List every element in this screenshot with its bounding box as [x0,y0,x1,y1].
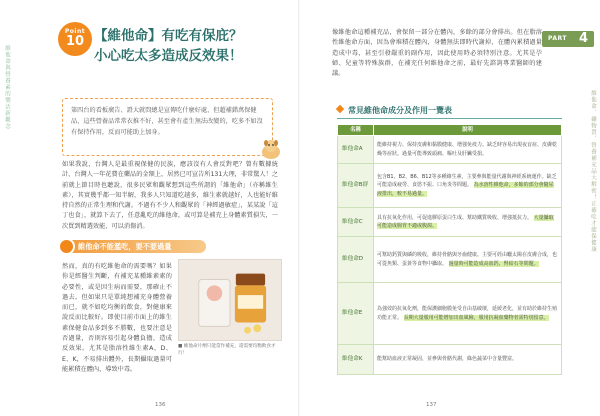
intro-box [62,98,273,156]
vitamin-highlight: 大量攝取可能造成腸胃不適或腹瀉。 [377,214,554,229]
part-tab [542,31,594,47]
right-page [300,0,600,416]
vitamin-table [337,124,562,375]
vitamin-desc [374,237,562,283]
point-label: Point [64,28,86,35]
vitamin-desc-text: 可幫助鈣質與磷的吸收，維持骨骼與牙齒健康。主要可經由曬太陽在皮膚合成，也可從魚類、蛋黃等食物中攝取。 [377,252,558,267]
vitamin-name: 維他命D [338,237,374,283]
table-header-name: 名稱 [338,125,374,136]
vitamin-name: 維他命A [338,136,374,164]
vitamin-highlight: 過量時可能造成高血鈣、腎結石等問題。 [448,260,539,267]
vitamin-desc-text: 能幫助血液正常凝固，並參與骨骼代謝，綠色蔬菜中含量豐富。 [377,356,518,363]
vitamin-desc [374,345,562,375]
vitamin-bottle-photo [178,259,282,341]
part-label: PART [548,35,567,42]
table-heading-text: 常見維他命成分及作用一覽表 [348,106,452,115]
point-number: 10 [65,34,85,49]
body-paragraph-2: 然而，真的有吃維他命的需要嗎？如果你是經醫生判斷，有補充某種維素素的必要性，或是因生病而需要，那確止不過去。但如果只是單純想補充身體營養而已，就不如吃均衡的飲食，對健康來說反而比較好。即使目前市面上的維生素保健食品多到多不勝數，也要注意是否過量，否則容易引起身體負擔，造成反效果。尤其是脂溶性維生素A、D、E、K，不易排出體外，長期攝取過量可能累積在體內，導致中毒。 [62,263,172,373]
vitamin-desc-text: 具有抗氧化作用，可促進膠原蛋白生成、幫助鐵質吸收、增強抵抗力。 [377,214,533,221]
table-row [338,283,562,345]
page-title-line-1: 【維他命】有吃有保庇？ [94,28,243,44]
vitamin-desc [374,164,562,208]
section-heading-text: 維他命不能濫吃，要不要過量 [78,242,172,251]
table-heading [337,105,452,116]
diamond-bullet-icon [336,105,344,113]
body-paragraph-1: 如果我說，台灣人是最重視保健的民族，應該沒有人會反對吧？曾有數據統計，台灣人一年花費在藥品的金額上，居然已可宣告所131大理，非常驚人！之前就上節目時也聽說，很多民眾和觀眾想到這些所謂的「維他命」（亦稱維生素），其實幾乎都一知半解，我多人只知道吃越多，維生素就越好，人也能好維持自然的正常生理和代謝。不過有不少人和觀眾的「神經過敏症」，某某說「這丁也食」，就算下去了，任意亂吃的維他命，或可算是補充上身體素質損失，一次買到精選效能，可以消傷消。 [62,161,278,230]
table-row [338,164,562,208]
dog-illustration-icon [258,138,284,160]
point-badge [58,22,92,56]
left-side-running-text: 維他命與營養素的樂活新觀念 [4,45,10,130]
vitamin-name: 維他命K [338,345,374,375]
right-paragraph: 像維他命這種補充品，會保留一部分在體內，多餘的部分會排出。但在脂溶性維他命方面，因為會堆積在體內，身體無法即時代謝掉，在體內累積過量造成中毒，甚至引發嚴重的副作用，因此使用時必須特別注意。尤其是孕婦、兒童等特殊族群，在補充任何維他命之前，最好先諮詢專業醫師的建議。 [332,29,542,78]
page-title-line-2: 小心吃太多造成反效果！ [94,48,243,64]
page-number-left: 136 [155,402,166,408]
vitamin-desc-text: 為強效的抗氧化劑，能保護細胞膜免受自由基破壞，延緩老化，並有助於維持生殖功能正常。 [377,306,558,321]
vitamin-desc [374,136,562,164]
intro-text: 第四台的看板廣告、證大就問總是宣傳吃什麼好處，但超補錯萬保健品，這些營養品常常衣推不好，甚至會有產生無法改變的，吃多不如沒有保持作用，反而可能助上加身。 [71,107,263,136]
table-row [338,237,562,283]
right-side-running-text: 維他命、礦物質、營養補充品大解密！正確吃才能保健康 [590,90,596,253]
table-header-desc: 說明 [374,125,562,136]
table-row [338,345,562,375]
vitamin-desc-text: 包含B1、B2、B6、B12等多種維生素，主要參與能量代謝與神經系統運作。缺乏可能造成疲勞、食慾不振、口角炎等問題。 [377,174,557,189]
photo-caption: ■ 維他命片劑只能當作補充，還需要均衡飲食才行！ [178,344,276,356]
table-row [338,136,562,164]
vitamin-desc-text: 能維持視力、保持皮膚和黏膜健康、增強免疫力。缺乏時容易出現夜盲症、皮膚乾燥等症狀。過量可能導致頭痛、嘔吐及肝臟受損。 [377,142,558,157]
section-heading [60,240,206,253]
part-number: 4 [579,31,589,46]
vitamin-name: 維他命B群 [338,164,374,208]
section-bullet-icon [58,238,75,255]
heading-rule [337,118,562,119]
vitamin-name: 維他命C [338,208,374,237]
vitamin-name: 維他命E [338,283,374,345]
vitamin-highlight: 為水溶性維他命，多餘的部分會隨尿液排出，較不易過量。 [377,182,554,197]
vitamin-desc [374,283,562,345]
page-number-right: 137 [426,402,437,408]
vitamin-highlight: 長期大量服用可能增加出血風險，服用抗凝血藥物者需特別留意。 [403,314,549,321]
table-row [338,208,562,237]
vitamin-desc [374,208,562,237]
